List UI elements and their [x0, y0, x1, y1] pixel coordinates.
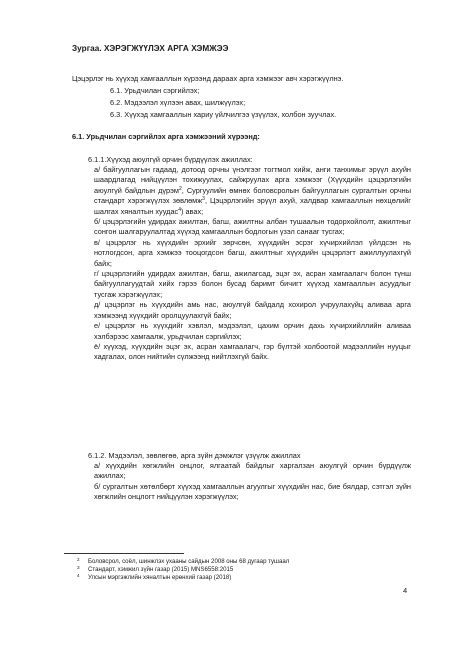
footnote-text: Стандарт, хэмжил зүйн газар (2015) MNS6558:2015 [88, 566, 234, 573]
footnote-text: Боловсрол, соёл, шинжлэх ухааны сайдын 2008 оны 68 дугаар тушаал [88, 558, 290, 565]
section-heading: Зургаа. ХЭРЭГЖҮҮЛЭХ АРГА ХЭМЖЭЭ [72, 44, 229, 53]
footnote-number: 3 [77, 565, 80, 570]
clause-item: б/ сургалтын хөтөлбөрт хүүхэд хамгааллын агуулгыг хүүхдийн нас, бие бялдар, сэтгэл зүйн хөгжлийн онцлогт нийцүүлэн хэрэгжүүлэх; [94, 481, 411, 502]
footnote [77, 565, 234, 573]
clause-item: б/ цэцэрлэгийн удирдах ажилтан, багш, ажилтны албан тушаалын тодорхойлолт, ажилтныг сонгон шалгаруулалтад хүүхэд хамгааллын бодлогын үзэл санааг тусгах; [94, 217, 411, 237]
clause-item: а/ байгууллагын гадаад, дотоод орчны үнэлгээг тогтмол хийж, анги танхимыг эрүүл ахуйн шаардлагад нийцүүлэн тохижуулах, сайжруулах арга хэмжээг (Хүүхдийн цэцэрлэгийн аюулгүй байдлын дүрэм$^2$, Сургуулийн өмнөх боловсролын байгууллагын сургалтын орчны стандарт хэрэгжүүлэх зөвлөмж$^3$, Цэцэрлэгийн эрүүл ахуй, халдвар хамгааллын нөхцөлийг шалгах хяналтын хуудас$^4$) авах; [94, 165, 412, 216]
clause-item: г/ цэцэрлэгийн удирдах ажилтан, багш, ажилагсад, эцэг эх, асран хамгаалагч болон түнш байгууллагуудтай хийх гэрээ болон бусад баримт бичигт хүүхэд хамгааллын асуудлыг тусгаж хэрэгжүүлэх; [94, 269, 411, 299]
measure-item: 6.3. Хүүхэд хамгааллын хариу үйлчилгээ үзүүлэх, холбон зуучлах. [110, 110, 337, 119]
measure-item: 6.2. Мэдээлэл хүлээн авах, шилжүүлэх; [110, 98, 246, 107]
footnote-number: 4 [77, 573, 80, 578]
clause-item: а/ хүүхдийн хөгжлийн онцлог, ялгаатай байдлыг харгалзан аюулгүй орчин бүрдүүлж ажиллах; [94, 461, 411, 481]
footnote-text: Улсын мэргэжлийн хяналтын ерөнхий газар (2018) [88, 574, 232, 581]
page-number: 4 [403, 586, 408, 595]
clause-item: в/ цэцэрлэг нь хүүхдийн эрхийг зөрчсөн, хүүхдийн эсрэг хүчирхийлэл үйлдсэн нь нотлогдсон, арга хэмжээ тооцогдсон багш, ажилтныг хүүхдийн цэцэрлэгт ажиллуулахгүй байх; [94, 237, 411, 268]
footnote [77, 557, 290, 565]
clause-6-1-2-items [94, 461, 411, 503]
footnote-number: 2 [77, 557, 80, 562]
footnote-divider [64, 553, 184, 554]
clause-item: ё/ хүүхэд, хүүхдийн эцэг эх, асран хамгаалагч, гэр бүлтэй холбоотой мэдээллийн нууцыг хадгалах, олон нийтийн сүлжээнд нийтлэхгүй байх. [94, 341, 411, 362]
subsection-title: 6.1. Урьдчилан сэргийлэх арга хэмжээний хүрээнд: [72, 132, 260, 141]
clause-item: д/ цэцэрлэг нь хүүхдийн амь нас, аюулгүй байдалд хохирол учруулахүйц аливаа арга хэмжээнд хүүхдийг оролцуулахгүй байх; [94, 300, 411, 320]
footnote [77, 573, 232, 581]
clause-6-1-1-items [94, 165, 411, 363]
clause-6-1-1-title: 6.1.1.Хүүхэд аюулгүй орчин бүрдүүлэх ажиллах: [88, 155, 253, 164]
intro-text: Цэцэрлэг нь хүүхэд хамгааллын хүрээнд дараах арга хэмжээг авч хэрэгжүүлнэ. [72, 74, 344, 83]
clause-6-1-2-title: 6.1.2. Мэдээлэл, зөвлөгөө, арга зүйн дэмжлэг үзүүлж ажиллах [88, 451, 301, 460]
clause-item: е/ цэцэрлэг нь хүүхдийг хэвлэл, мэдээлэл, цахим орчин дахь хүчирхийллийн аливаа хэлбэрээс хамгаалж, урьдчилан сэргийлэх; [94, 321, 411, 341]
measure-item: 6.1. Урьдчилан сэргийлэх; [110, 86, 200, 95]
